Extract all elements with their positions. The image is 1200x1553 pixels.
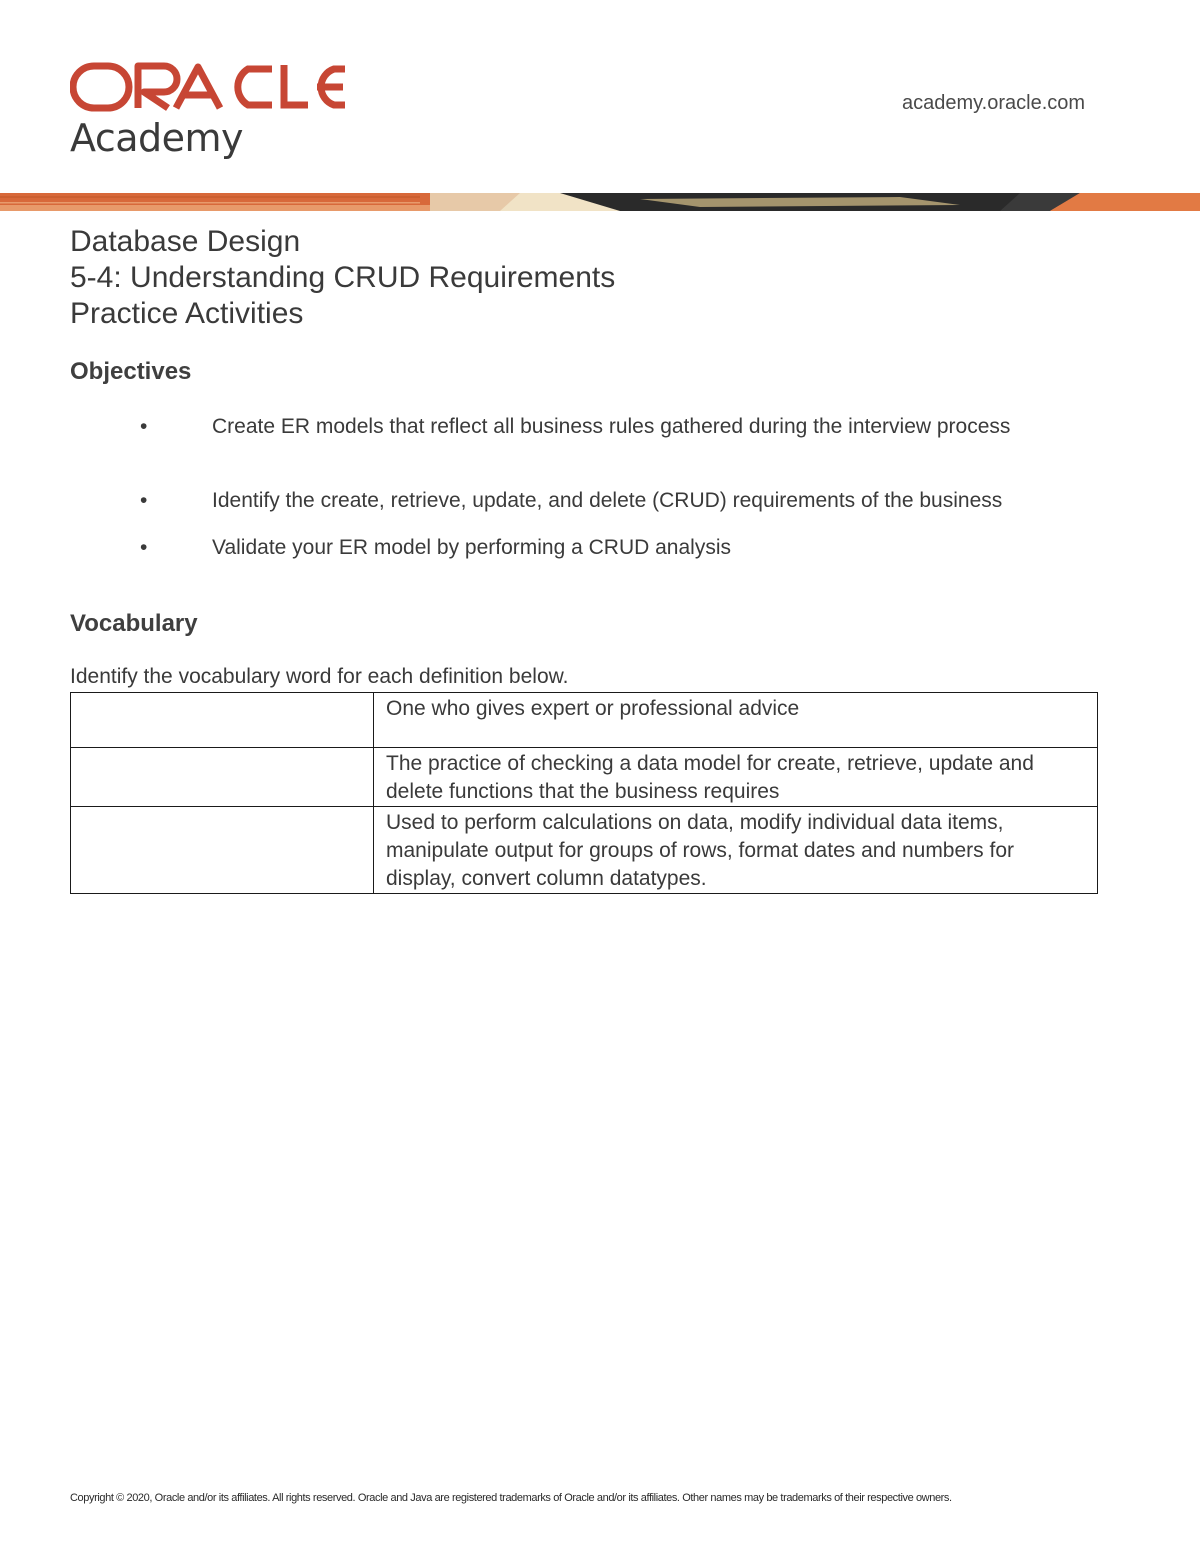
academy-wordmark: Academy (70, 116, 244, 160)
vocabulary-answer-cell[interactable] (71, 693, 374, 748)
table-row (71, 748, 1098, 807)
lesson-title: 5-4: Understanding CRUD Requirements (70, 261, 616, 294)
site-url[interactable]: academy.oracle.com (902, 92, 1086, 114)
document-title (70, 224, 615, 332)
decorative-banner (0, 193, 1200, 211)
table-row (71, 693, 1098, 748)
oracle-logo (70, 62, 350, 114)
objective-item (140, 413, 1110, 440)
vocabulary-instruction: Identify the vocabulary word for each definition below. (70, 665, 569, 688)
bullet-icon: • (140, 536, 148, 559)
objective-text: Validate your ER model by performing a CRUD analysis (212, 536, 731, 559)
table-row (71, 807, 1098, 894)
course-title: Database Design (70, 225, 301, 258)
objectives-heading: Objectives (70, 358, 192, 385)
bullet-icon: • (140, 415, 148, 438)
vocabulary-answer-cell[interactable] (71, 748, 374, 807)
bullet-icon: • (140, 489, 148, 512)
vocabulary-heading: Vocabulary (70, 610, 198, 637)
objective-item (140, 534, 1110, 561)
objective-text: Identify the create, retrieve, update, and delete (CRUD) requirements of the business (212, 489, 1003, 512)
activity-subtitle: Practice Activities (70, 297, 304, 330)
definition-cell: Used to perform calculations on data, modify individual data items, manipulate output for groups of rows, format dates and numbers for display, convert column datatypes. (374, 807, 1098, 894)
definition-cell: One who gives expert or professional advice (374, 693, 1098, 748)
objective-text: Create ER models that reflect all business rules gathered during the interview process (212, 415, 1011, 438)
copyright-footer: Copyright © 2020, Oracle and/or its affiliates. All rights reserved. Oracle and Java are registered trademarks of Oracle and/or its affiliates. Other names may be trademarks of their respective owners. (70, 1492, 952, 1504)
vocabulary-answer-cell[interactable] (71, 807, 374, 894)
objective-item (140, 487, 1110, 514)
definition-cell: The practice of checking a data model for create, retrieve, update and delete functions that the business requires (374, 748, 1098, 807)
vocabulary-table (70, 692, 1098, 894)
